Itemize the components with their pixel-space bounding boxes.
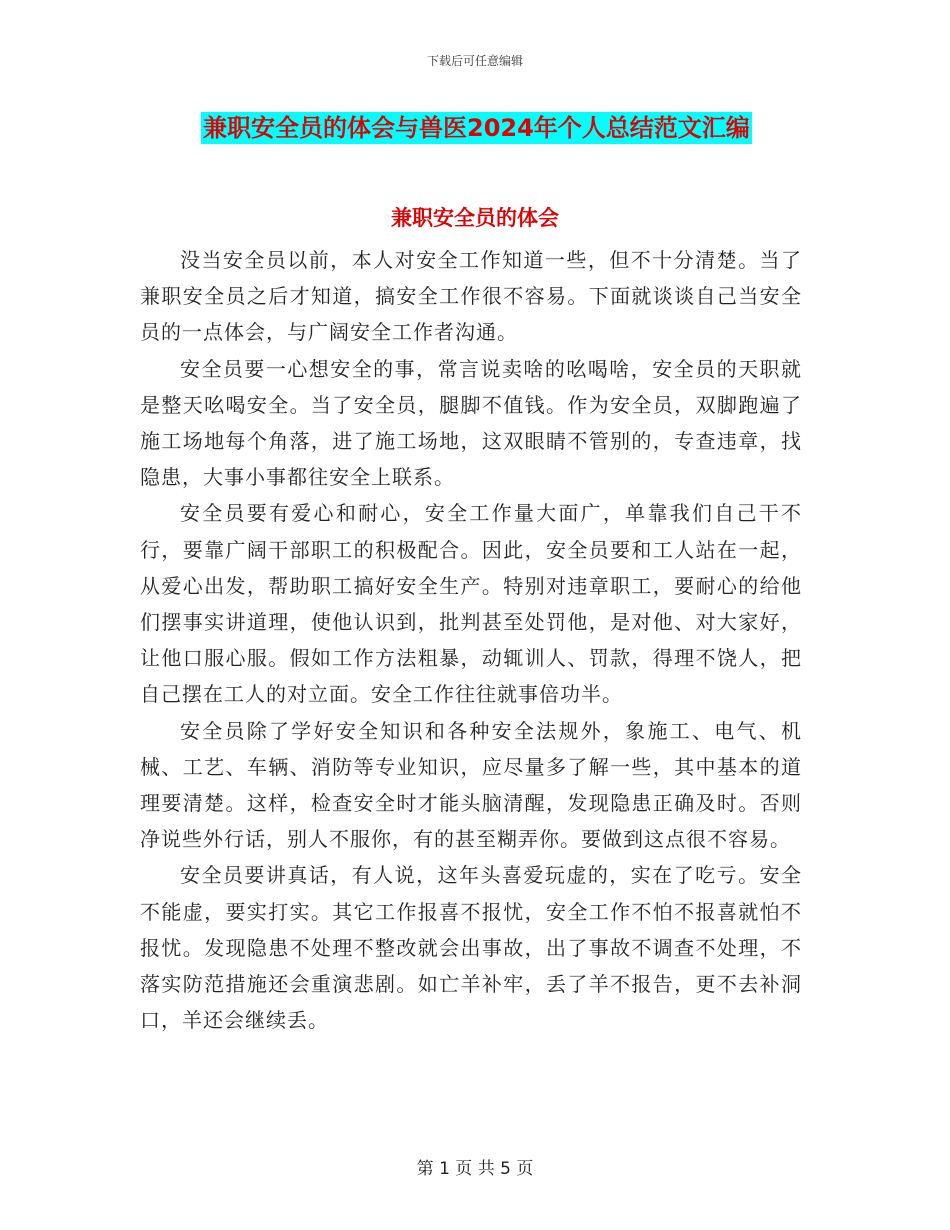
document-body [140,242,802,1038]
page-footer: 第 1 页 共 5 页 [416,1159,534,1179]
page-header-note: 下载后可任意编辑 [426,54,523,68]
body-paragraph: 安全员除了学好安全知识和各种安全法规外，象施工、电气、机械、工艺、车辆、消防等专业知识，应尽量多了解一些，其中基本的道理要清楚。这样，检查安全时才能头脑清醒，发现隐患正确及时。否则净说些外行话，别人不服你，有的甚至糊弄你。要做到这点很不容易。 [140,718,802,852]
body-paragraph: 没当安全员以前，本人对安全工作知道一些，但不十分清楚。当了兼职安全员之后才知道，搞安全工作很不容易。下面就谈谈自己当安全员的一点体会，与广阔安全工作者沟通。 [140,248,802,345]
body-paragraph: 安全员要讲真话，有人说，这年头喜爱玩虚的，实在了吃亏。安全不能虚，要实打实。其它工作报喜不报忧，安全工作不怕不报喜就怕不报忧。发现隐患不处理不整改就会出事故，出了事故不调查不处理，不落实防范措施还会重演悲剧。如亡羊补牢，丢了羊不报告，更不去补洞口，羊还会继续丢。 [140,863,802,1033]
body-paragraph: 安全员要有爱心和耐心，安全工作量大面广，单靠我们自己干不行，要靠广阔干部职工的积极配合。因此，安全员要和工人站在一起，从爱心出发，帮助职工搞好安全生产。特别对违章职工，要耐心的给他们摆事实讲道理，使他认识到，批判甚至处罚他，是对他、对大家好，让他口服心服。假如工作方法粗暴，动辄训人、罚款，得理不饶人，把自己摆在工人的对立面。安全工作往往就事倍功半。 [140,501,802,707]
body-paragraph: 安全员要一心想安全的事，常言说卖啥的吆喝啥，安全员的天职就是整天吆喝安全。当了安全员，腿脚不值钱。作为安全员，双脚跑遍了施工场地每个角落，进了施工场地，这双眼睛不管别的，专查违章，找隐患，大事小事都往安全上联系。 [140,356,802,490]
section-heading: 兼职安全员的体会 [391,206,559,230]
document-title: 兼职安全员的体会与兽医2024年个人总结范文汇编 [203,114,750,142]
